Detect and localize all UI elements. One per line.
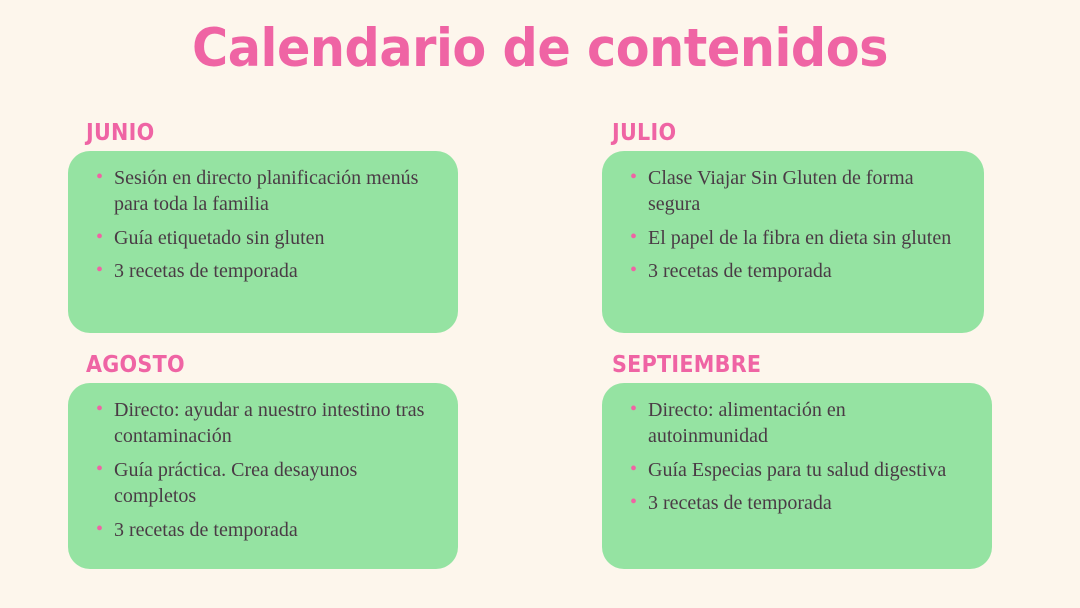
month-card-julio: [602, 120, 984, 333]
month-card-septiembre: [602, 352, 992, 569]
month-label-julio: JULIO: [612, 120, 677, 146]
month-card-body-junio: [68, 151, 458, 333]
month-item-list-julio: [628, 165, 958, 285]
list-item: • 3 recetas de temporada: [94, 517, 432, 543]
list-item: • Guía práctica. Crea desayunos completos: [94, 457, 432, 510]
list-item: • Directo: ayudar a nuestro intestino tras contaminación: [94, 397, 432, 450]
month-label-agosto: AGOSTO: [86, 352, 185, 378]
list-item: • El papel de la fibra en dieta sin gluten: [628, 225, 958, 251]
list-item: • Clase Viajar Sin Gluten de forma segura: [628, 165, 958, 218]
list-item: • Directo: alimentación en autoinmunidad: [628, 397, 966, 450]
month-item-list-junio: [94, 165, 432, 285]
list-item: • 3 recetas de temporada: [628, 490, 966, 516]
list-item: • 3 recetas de temporada: [94, 258, 432, 284]
month-card-body-julio: [602, 151, 984, 333]
list-item: • Sesión en directo planificación menús para toda la familia: [94, 165, 432, 218]
month-card-agosto: [68, 352, 458, 569]
list-item: • Guía etiquetado sin gluten: [94, 225, 432, 251]
month-card-junio: [68, 120, 458, 333]
month-card-body-septiembre: [602, 383, 992, 569]
month-item-list-septiembre: [628, 397, 966, 517]
month-label-junio: JUNIO: [86, 120, 155, 146]
month-item-list-agosto: [94, 397, 432, 543]
list-item: • Guía Especias para tu salud digestiva: [628, 457, 966, 483]
list-item: • 3 recetas de temporada: [628, 258, 958, 284]
page-title: Calendario de contenidos: [192, 18, 888, 79]
month-label-septiembre: SEPTIEMBRE: [612, 352, 762, 378]
month-card-body-agosto: [68, 383, 458, 569]
